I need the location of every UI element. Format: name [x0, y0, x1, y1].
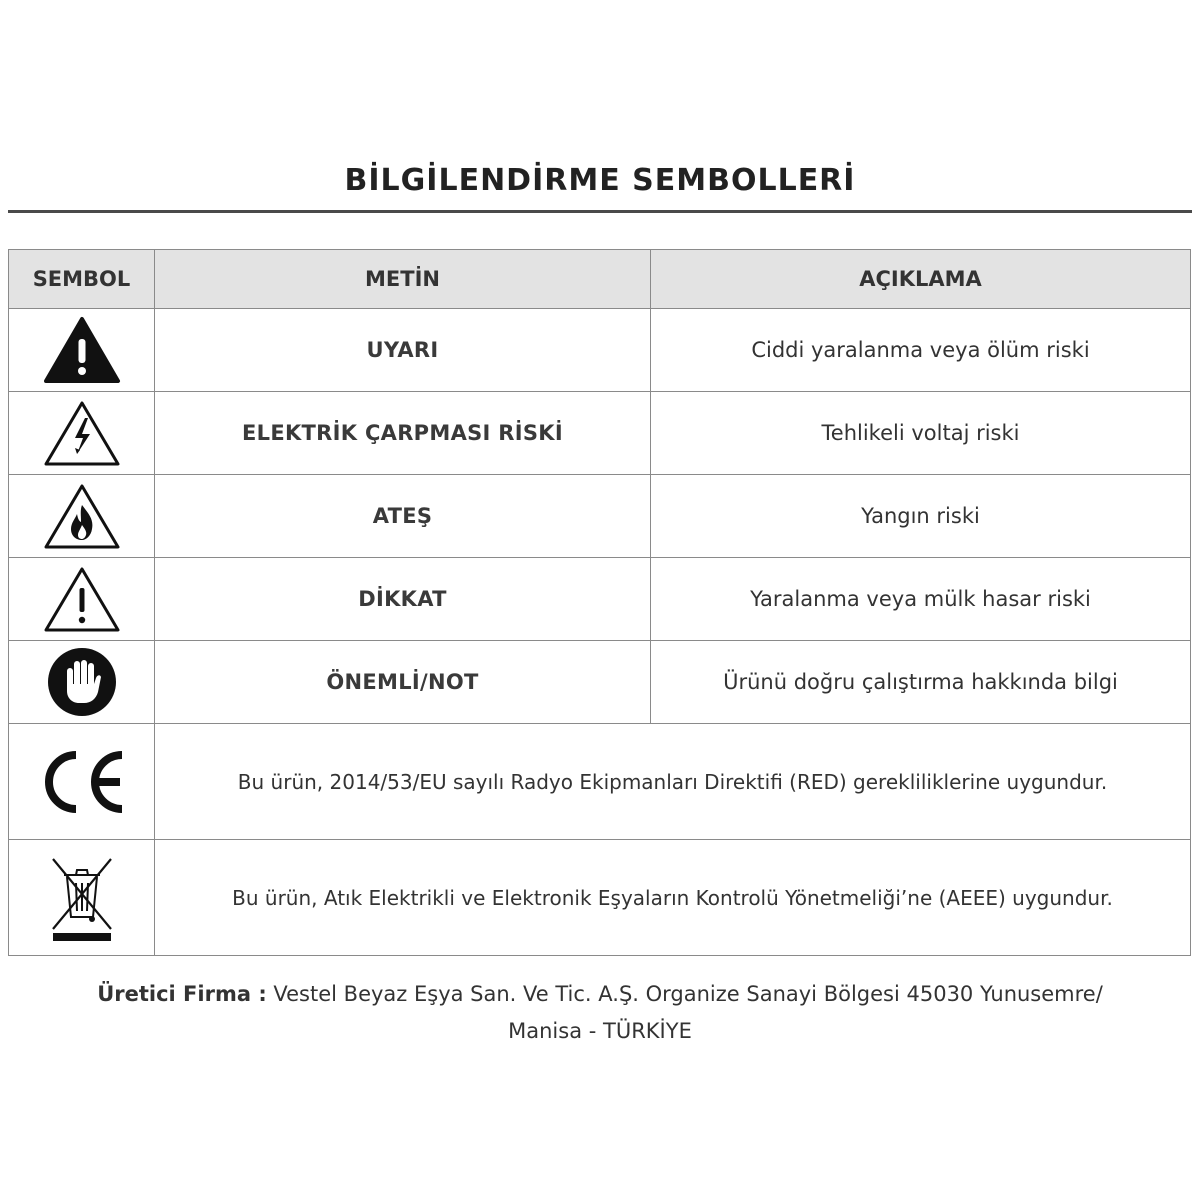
warning-filled-icon	[42, 315, 122, 385]
weee-bin-icon	[47, 853, 117, 943]
fire-icon	[42, 481, 122, 551]
electric-shock-icon	[42, 398, 122, 468]
compliance-row	[9, 724, 1191, 840]
row-description: Ürünü doğru çalıştırma hakkında bilgi	[651, 641, 1191, 724]
row-text: UYARI	[155, 309, 651, 392]
compliance-text: Bu ürün, 2014/53/EU sayılı Radyo Ekipmanları Direktifi (RED) gerekliliklerine uygundur.	[155, 724, 1191, 840]
title-divider	[8, 210, 1192, 213]
table-row	[9, 641, 1191, 724]
page-title: BİLGİLENDİRME SEMBOLLERİ	[344, 163, 856, 198]
row-description: Yaralanma veya mülk hasar riski	[651, 558, 1191, 641]
table-header-row	[9, 250, 1191, 309]
manufacturer-info	[0, 976, 1200, 1050]
header-description: AÇIKLAMA	[651, 250, 1191, 309]
ce-mark-icon	[34, 747, 130, 817]
compliance-row	[9, 840, 1191, 956]
caution-icon	[42, 564, 122, 634]
row-text: DİKKAT	[155, 558, 651, 641]
manufacturer-line-2: Manisa - TÜRKİYE	[508, 1019, 692, 1043]
table-row	[9, 475, 1191, 558]
row-text: ATEŞ	[155, 475, 651, 558]
row-description: Ciddi yaralanma veya ölüm riski	[651, 309, 1191, 392]
manufacturer-label: Üretici Firma :	[97, 982, 267, 1006]
hand-stop-icon	[46, 646, 118, 718]
manufacturer-line-1	[0, 976, 1200, 1013]
header-symbol: SEMBOL	[9, 250, 155, 309]
row-text: ELEKTRİK ÇARPMASI RİSKİ	[155, 392, 651, 475]
manufacturer-address: Vestel Beyaz Eşya San. Ve Tic. A.Ş. Organize Sanayi Bölgesi 45030 Yunusemre/	[273, 982, 1103, 1006]
symbols-table	[8, 249, 1191, 956]
row-text: ÖNEMLİ/NOT	[155, 641, 651, 724]
row-description: Yangın riski	[651, 475, 1191, 558]
header-text: METİN	[155, 250, 651, 309]
row-description: Tehlikeli voltaj riski	[651, 392, 1191, 475]
table-row	[9, 392, 1191, 475]
compliance-text: Bu ürün, Atık Elektrikli ve Elektronik Eşyaların Kontrolü Yönetmeliği’ne (AEEE) uygundur.	[155, 840, 1191, 956]
table-row	[9, 558, 1191, 641]
table-row	[9, 309, 1191, 392]
